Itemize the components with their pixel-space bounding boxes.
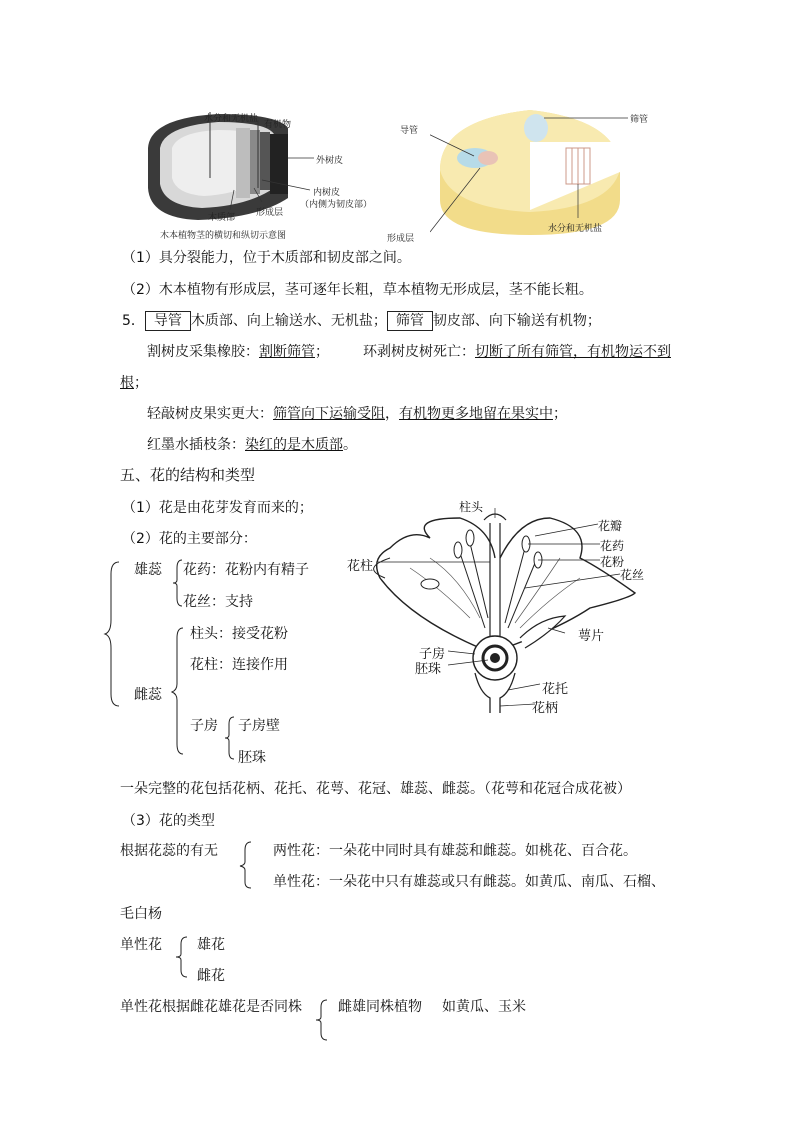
- stem-label-inner-bark: 内树皮: [313, 188, 341, 198]
- main-bracket: [103, 560, 133, 710]
- flower-label-petal: 花瓣: [598, 519, 623, 533]
- type-bracket: [238, 840, 254, 890]
- flower-label-sepal: 萼片: [578, 629, 605, 644]
- line-flower-types: （3）花的类型: [122, 813, 215, 829]
- knock-answer-2: 有机物更多地留在果实中: [399, 406, 553, 422]
- flower-label-style: 花柱: [347, 559, 374, 574]
- bisexual-line: 两性花：一朵花中同时具有雄蕊和雌蕊。如桃花、百合花。: [273, 843, 637, 859]
- line-cambium-division: （1）具分裂能力，位于木质部和韧皮部之间。: [122, 250, 411, 266]
- filament-line: 花丝：支持: [183, 594, 253, 610]
- rubber-sep: ；: [315, 344, 329, 360]
- knock-sep: ，: [385, 406, 399, 422]
- female-flower: 雌花: [197, 968, 225, 984]
- flower-label-anther: 花药: [600, 539, 625, 553]
- line-red-ink: [147, 436, 357, 454]
- vessel-label: 导管: [400, 126, 419, 136]
- line-woody-vs-herb: （2）木本植物有形成层，茎可逐年长粗，草本植物无形成层，茎不能长粗。: [122, 282, 593, 298]
- stem-label-inner-bark-note: （内侧为韧皮部）: [300, 200, 373, 210]
- ovule-line: 胚珠: [238, 750, 266, 766]
- flower-label-pollen: 花粉: [600, 555, 625, 569]
- item-number: 5．: [122, 313, 145, 329]
- flower-label-ovary: 子房: [419, 647, 446, 662]
- flower-diagram: [350, 498, 640, 718]
- line-5-tubes: [122, 311, 601, 331]
- knock-answer-1: 筛管向下运输受阻: [273, 406, 385, 422]
- ovary-wall-line: 子房壁: [238, 718, 280, 734]
- ovary-label: 子房: [190, 718, 218, 734]
- vessel-desc: 木质部、向上输送水、无机盐；: [190, 313, 387, 329]
- stem-figure-caption: 木本植物茎的横切和纵切示意图: [160, 231, 287, 241]
- ink-end: 。: [343, 437, 357, 453]
- knock-end: ；: [553, 406, 567, 422]
- unisexual-label: 单性花: [120, 937, 162, 953]
- stem-label-water-minerals: 水分和无机盐: [204, 114, 259, 124]
- unisexual-bracket: [174, 935, 190, 979]
- pistil-bracket: [171, 626, 187, 756]
- knock-label: 轻敲树皮果实更大：: [147, 406, 273, 422]
- monoecious-example: 如黄瓜、玉米: [442, 999, 526, 1015]
- cambium-label: 形成层: [387, 234, 415, 244]
- stem-label-xylem: 木质部: [208, 213, 236, 223]
- line-main-parts: （2）花的主要部分：: [122, 531, 257, 547]
- flower-label-stigma: 柱头: [459, 500, 484, 514]
- flower-label-pedicel: 花柄: [532, 701, 559, 716]
- monoecious-line: [338, 998, 526, 1016]
- sieve-desc: 韧皮部、向下输送有机物；: [432, 313, 601, 329]
- ink-label: 红墨水插枝条：: [147, 437, 245, 453]
- male-flower: 雄花: [197, 937, 225, 953]
- unisexual-line: 单性花：一朵花中只有雄蕊或只有雌蕊。如黄瓜、南瓜、石榴、: [273, 874, 665, 890]
- monoecy-question: 单性花根据雌花雄花是否同株: [120, 999, 302, 1015]
- vessel-box: 导管: [145, 311, 191, 331]
- line-complete-flower: 一朵完整的花包括花柄、花托、花萼、花冠、雄蕊、雌蕊。（花萼和花冠合成花被）: [120, 781, 631, 797]
- girdling-answer: 切断了所有筛管，有机物运不到: [475, 344, 671, 360]
- line-flower-bud: （1）花是由花芽发育而来的；: [122, 500, 313, 516]
- monoecy-bracket: [314, 998, 330, 1042]
- stigma-line: 柱头：接受花粉: [190, 626, 288, 642]
- stem-label-organic: 有机物: [264, 120, 292, 130]
- flower-label-ovule: 胚珠: [415, 662, 442, 677]
- by-presence-label: 根据花蕊的有无: [120, 843, 218, 859]
- anther-line: 花药：花粉内有精子: [183, 562, 309, 578]
- stem-diagram: [138, 108, 341, 228]
- line-rubber-girdling: [147, 343, 671, 361]
- poplar-line: 毛白杨: [120, 906, 162, 922]
- girdling-label: 环剥树皮树死亡：: [363, 344, 475, 360]
- rubber-answer: 割断筛管: [259, 344, 315, 360]
- ink-answer: 染红的是木质部: [245, 437, 343, 453]
- root-sep: ；: [134, 375, 148, 391]
- flower-label-filament: 花丝: [620, 568, 645, 582]
- flower-label-receptacle: 花托: [542, 682, 569, 697]
- ovary-bracket: [224, 715, 238, 761]
- stem-label-outer-bark: 外树皮: [316, 156, 344, 166]
- stem-label-cambium: 形成层: [256, 208, 284, 218]
- style-line: 花柱：连接作用: [190, 657, 288, 673]
- sieve-box: 筛管: [387, 311, 433, 331]
- root-word: 根: [120, 375, 134, 391]
- monoecious-label: 雌雄同株植物: [338, 999, 422, 1015]
- water-minerals-label: 水分和无机盐: [548, 224, 603, 234]
- stamen-label: 雄蕊: [134, 562, 162, 578]
- section-5-heading: 五、花的结构和类型: [120, 466, 256, 484]
- vessel-diagram: [430, 100, 630, 240]
- line-root: [120, 374, 148, 392]
- line-knock-bark: [147, 405, 567, 423]
- rubber-label: 割树皮采集橡胶：: [147, 344, 259, 360]
- sieve-tube-label: 筛管: [630, 115, 649, 125]
- pistil-label: 雌蕊: [134, 687, 162, 703]
